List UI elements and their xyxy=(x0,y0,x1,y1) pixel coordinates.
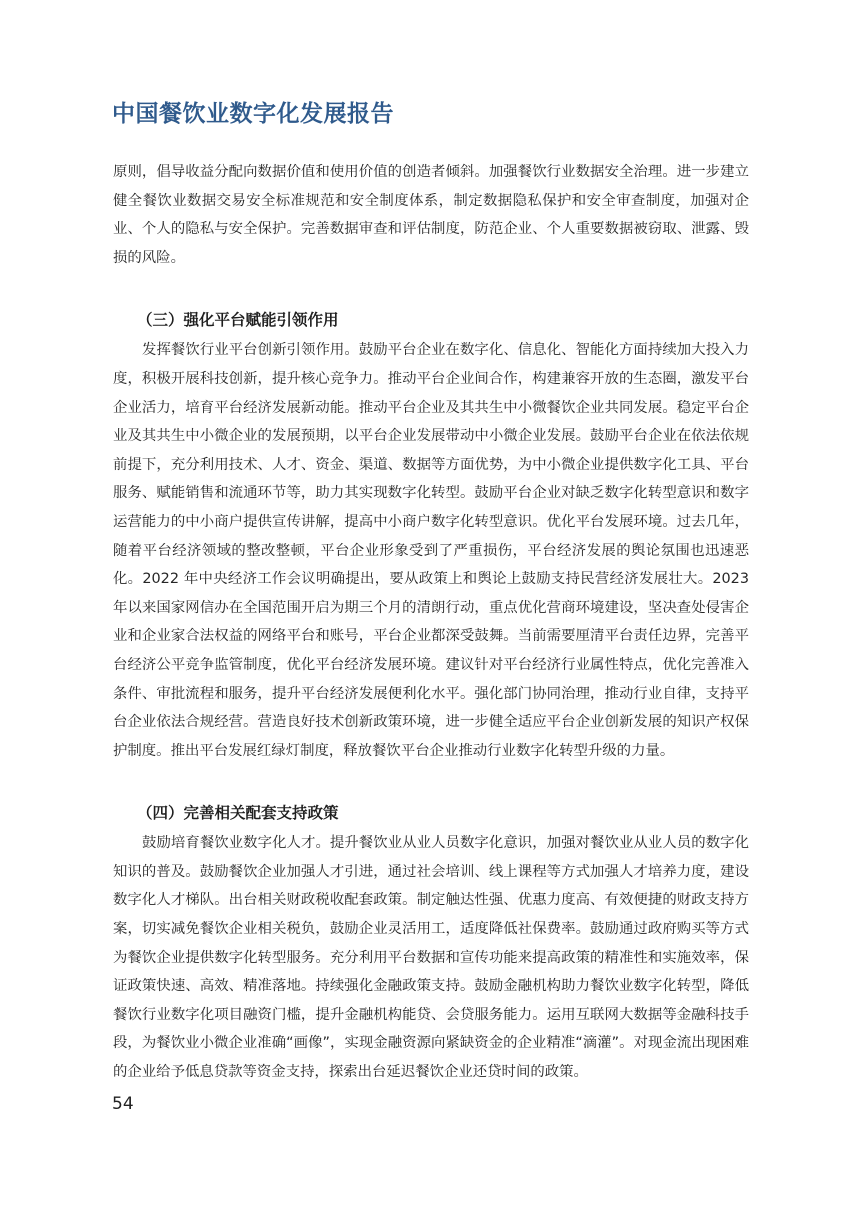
report-header-title: 中国餐饮业数字化发展报告 xyxy=(112,101,394,127)
page-body xyxy=(113,158,749,1087)
intro-paragraph: 原则，倡导收益分配向数据价值和使用价值的创造者倾斜。加强餐饮行业数据安全治理。进一步建立健全餐饮业数据交易安全标准规范和安全制度体系，制定数据隐私保护和安全审查制度，加强对企业、个人的隐私与安全保护。完善数据审查和评估制度，防范企业、个人重要数据被窃取、泄露、毁损的风险。 xyxy=(113,164,749,266)
spacer xyxy=(113,765,749,799)
page-number: 54 xyxy=(112,1094,134,1114)
section-4-paragraph: 鼓励培育餐饮业数字化人才。提升餐饮业从业人员数字化意识，加强对餐饮业从业人员的数字化知识的普及。鼓励餐饮企业加强人才引进，通过社会培训、线上课程等方式加强人才培养力度，建设数字化人才梯队。出台相关财政税收配套政策。制定触达性强、优惠力度高、有效便捷的财政支持方案，切实减免餐饮企业相关税负，鼓励企业灵活用工，适度降低社保费率。鼓励通过政府购买等方式为餐饮企业提供数字化转型服务。充分利用平台数据和宣传功能来提高政策的精准性和实施效率，保证政策快速、高效、精准落地。持续强化金融政策支持。鼓励金融机构助力餐饮业数字化转型，降低餐饮行业数字化项目融资门槛，提升金融机构能贷、会贷服务能力。运用互联网大数据等金融科技手段，为餐饮业小微企业准确“画像”，实现金融资源向紧缺资金的企业精准“滴灌”。对现金流出现困难的企业给予低息贷款等资金支持，探索出台延迟餐饮企业还贷时间的政策。 xyxy=(113,835,749,1081)
section-3-heading: （三）强化平台赋能引领作用 xyxy=(137,311,339,330)
section-3-paragraph: 发挥餐饮行业平台创新引领作用。鼓励平台企业在数字化、信息化、智能化方面持续加大投入力度，积极开展科技创新，提升核心竞争力。推动平台企业间合作，构建兼容开放的生态圈，激发平台企业活力，培育平台经济发展新动能。推动平台企业及其共生中小微餐饮企业共同发展。稳定平台企业及其共生中小微企业的发展预期，以平台企业发展带动中小微企业发展。鼓励平台企业在依法依规前提下，充分利用技术、人才、资金、渠道、数据等方面优势，为中小微企业提供数字化工具、平台服务、赋能销售和流通环节等，助力其实现数字化转型。鼓励平台企业对缺乏数字化转型意识和数字运营能力的中小商户提供宣传讲解，提高中小商户数字化转型意识。优化平台发展环境。过去几年，随着平台经济领域的整改整顿，平台企业形象受到了严重损伤，平台经济发展的舆论氛围也迅速恶化。2022 年中央经济工作会议明确提出，要从政策上和舆论上鼓励支持民营经济发展壮大。2023 年以来国家网信办在全国范围开启为期三个月的清朗行动，重点优化营商环境建设，坚决查处侵害企业和企业家合法权益的网络平台和账号，平台企业都深受鼓舞。当前需要厘清平台责任边界，完善平台经济公平竞争监管制度，优化平台经济发展环境。建议针对平台经济行业属性特点，优化完善准入条件、审批流程和服务，提升平台经济发展便利化水平。强化部门协同治理，推动行业自律，支持平台企业依法合规经营。营造良好技术创新政策环境，进一步健全适应平台企业创新发展的知识产权保护制度。推出平台发展红绿灯制度，释放餐饮平台企业推动行业数字化转型升级的力量。 xyxy=(113,342,749,759)
section-4-heading: （四）完善相关配套支持政策 xyxy=(137,804,339,823)
spacer xyxy=(113,272,749,306)
